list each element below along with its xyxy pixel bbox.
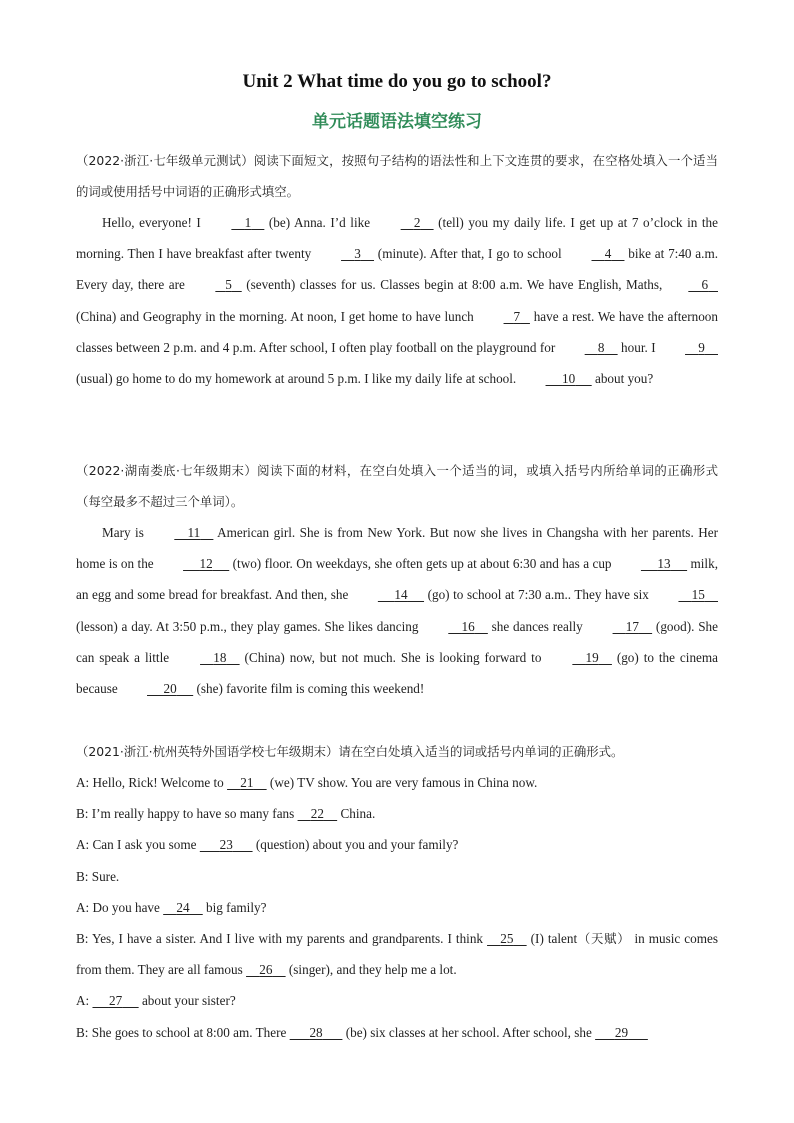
passage-text: (seventh) classes for us. Classes begin at 8:00 a.m. We have English, Maths, (241, 277, 663, 293)
blank-19[interactable]: 19 (585, 649, 599, 665)
passage-text: (China) and Geography in the morning. At noon, I get home to have lunch (76, 308, 478, 324)
section-1 (76, 145, 718, 394)
passage-text: bike at 7:40 a.m. Every day, there are (76, 246, 719, 293)
dialogue-line: A: Do you have 24 big family? (76, 892, 718, 923)
section-2-passage (76, 517, 718, 704)
blank-28[interactable]: 28 (309, 1024, 323, 1040)
blank-27[interactable]: 27 (108, 993, 123, 1009)
passage-text: Mary is (102, 525, 149, 540)
passage-text: (she) favorite film is coming this weekend! (193, 681, 425, 697)
blank-20[interactable]: 20 (163, 681, 177, 697)
dialogue-line: A: Can I ask you some 23 (question) about you and your family? (76, 829, 718, 860)
passage-text: (go) to the cinema because (76, 649, 719, 697)
passage-text: (China) now, but not much. She is looking forward to (239, 649, 547, 665)
blank-6[interactable]: 6 (701, 277, 709, 293)
section-1-passage (76, 207, 718, 394)
blank-11[interactable]: 11 (187, 525, 201, 540)
blank-2[interactable]: 2 (413, 215, 421, 230)
passage-text: hour. I (617, 339, 660, 355)
blank-5[interactable]: 5 (225, 277, 232, 293)
blank-25[interactable]: 25 (500, 931, 514, 947)
passage-text: (tell) you my daily life. I get up at 7 o’clock in the morning. Then I have breakfast after twenty (76, 215, 718, 262)
passage-text: (good). She can speak a little (76, 618, 718, 665)
blank-16[interactable]: 16 (461, 618, 475, 634)
blank-22[interactable]: 22 (310, 806, 324, 822)
page-title: Unit 2 What time do you go to school? (242, 71, 552, 92)
blank-29[interactable]: 29 (614, 1024, 629, 1040)
passage-text: (usual) go home to do my homework at around 5 p.m. I like my daily life at school. (76, 371, 520, 387)
section-3 (76, 736, 718, 1048)
passage-text: (be) Anna. I’d like (264, 215, 375, 230)
blank-8[interactable]: 8 (597, 339, 605, 355)
blank-17[interactable]: 17 (625, 618, 639, 634)
dialogue-line: B: Yes, I have a sister. And I live with my parents and grandparents. I think 25 (I) talent（天赋） in music comes from them. They are all famous 26 (singer), and they help me a lot. (76, 923, 718, 985)
page-subtitle: 单元话题语法填空练习 (312, 112, 482, 132)
section-2-instruction: （2022·湖南娄底·七年级期末）阅读下面的材料，在空白处填入一个适当的词，或填入括号内所给单词的正确形式（每空最多不超过三个单词）。 (76, 463, 718, 509)
passage-text: about you? (591, 371, 654, 387)
passage-text: Hello, everyone! I (102, 215, 206, 230)
dialogue-line: B: I’m really happy to have so many fans 22 China. (76, 798, 718, 829)
passage-text: American girl. She is from New York. But now she lives in Changsha with her parents. Her home is on the (76, 525, 718, 572)
blank-10[interactable]: 10 (562, 371, 576, 387)
section-3-instruction: （2021·浙江·杭州英特外国语学校七年级期末）请在空白处填入适当的词或括号内单词的正确形式。 (76, 744, 624, 759)
blank-13[interactable]: 13 (657, 556, 671, 572)
dialogue-line: B: She goes to school at 8:00 am. There 28 (be) six classes at her school. After school, she 29 (76, 1017, 718, 1048)
blank-14[interactable]: 14 (394, 587, 408, 603)
passage-text: (two) floor. On weekdays, she often gets up at about 6:30 and has a cup (229, 556, 615, 572)
passage-text: (go) to school at 7:30 a.m.. They have six (424, 587, 653, 603)
blank-9[interactable]: 9 (698, 339, 705, 355)
dialogue-line: A: Hello, Rick! Welcome to 21 (we) TV show. You are very famous in China now. (76, 767, 718, 798)
passage-text: have a rest. We have the afternoon classes between 2 p.m. and 4 p.m. After school, I often play football on the playground for (76, 308, 718, 355)
blank-21[interactable]: 21 (240, 775, 254, 790)
blank-15[interactable]: 15 (691, 587, 705, 603)
blank-18[interactable]: 18 (213, 649, 227, 665)
dialogue-line: A: 27 about your sister? (76, 985, 718, 1016)
passage-text: (lesson) a day. At 3:50 p.m., they play games. She likes dancing (76, 618, 423, 634)
blank-23[interactable]: 23 (219, 837, 233, 853)
blank-26[interactable]: 26 (259, 962, 273, 978)
passage-text: she dances really (487, 618, 587, 634)
blank-3[interactable]: 3 (354, 246, 361, 262)
blank-12[interactable]: 12 (199, 556, 213, 572)
passage-text: milk, an egg and some bread for breakfast. And then, she (76, 556, 718, 603)
blank-7[interactable]: 7 (513, 308, 521, 324)
passage-text: (minute). After that, I go to school (374, 246, 566, 262)
section-2 (76, 455, 718, 704)
blank-1[interactable]: 1 (244, 215, 252, 230)
blank-24[interactable]: 24 (176, 899, 190, 915)
dialogue-line: B: Sure. (76, 868, 120, 884)
blank-4[interactable]: 4 (604, 246, 612, 262)
section-1-instruction: （2022·浙江·七年级单元测试）阅读下面短文，按照句子结构的语法性和上下文连贯的要求，在空格处填入一个适当的词或使用括号中词语的正确形式填空。 (76, 153, 718, 199)
